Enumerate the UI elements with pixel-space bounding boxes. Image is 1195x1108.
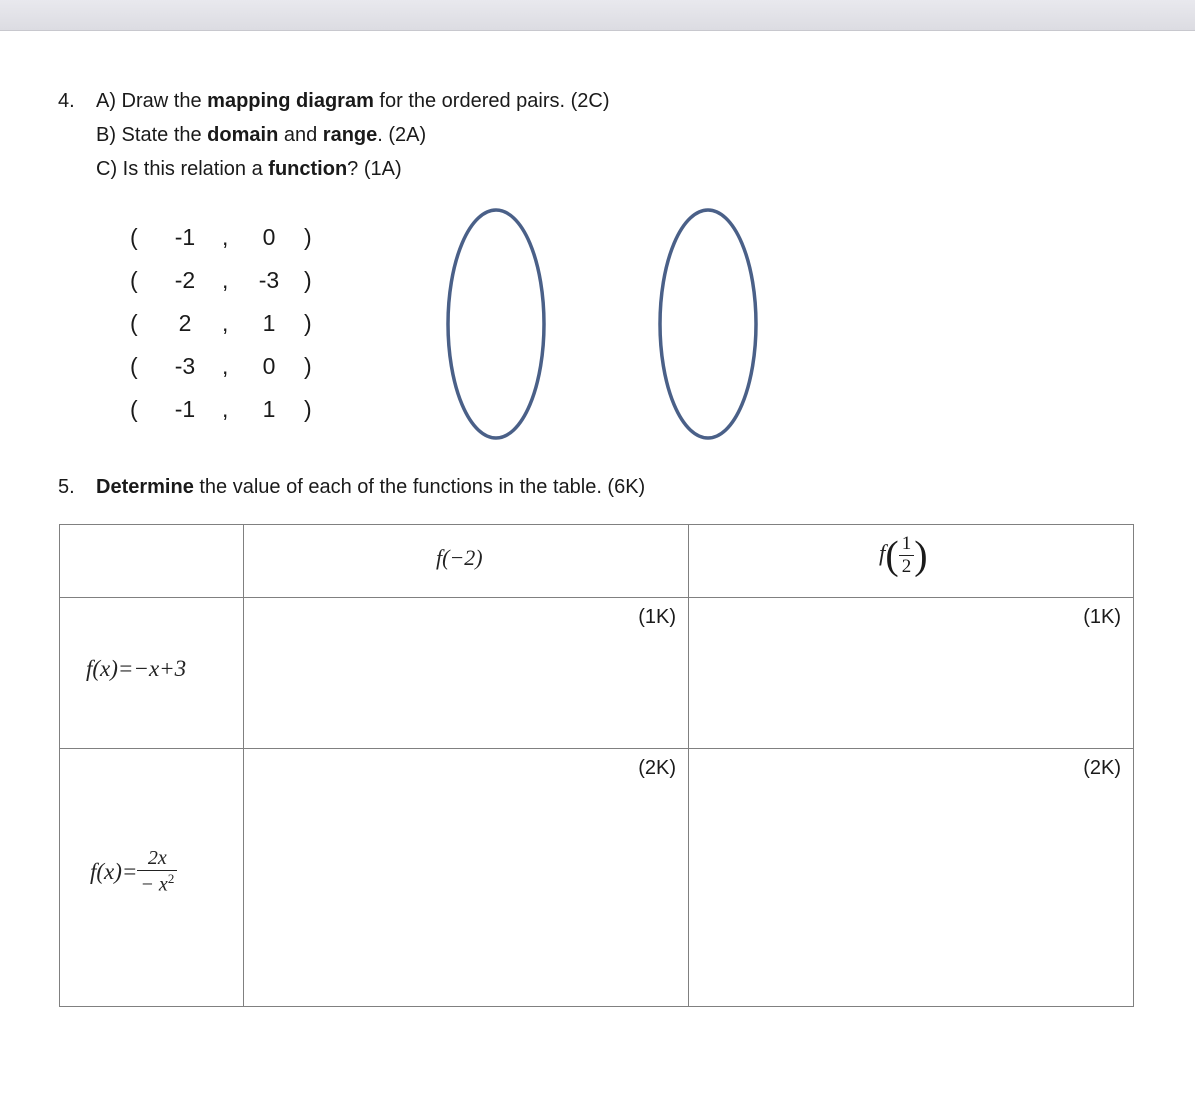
pair-y: 0 [262, 353, 276, 379]
pair-y: -3 [258, 267, 280, 293]
exponent: 2 [167, 871, 175, 886]
ordered-pair [128, 267, 328, 310]
question-5-text: Determine the value of each of the functions in the table. (6K) [96, 476, 646, 498]
header-f-neg2: f(−2) [436, 545, 483, 570]
marks-label: (2K) [1083, 757, 1121, 779]
frac-denominator: − x [140, 873, 168, 896]
close-paren: ) [304, 224, 312, 250]
question-4c: C) Is this relation a function? (1A) [96, 158, 402, 180]
table-row [60, 749, 1134, 1007]
pair-x: -1 [174, 396, 196, 422]
question-5-number: 5. [58, 476, 75, 498]
header-f-symbol: f [879, 540, 886, 566]
comma: , [222, 224, 229, 250]
close-paren: ) [304, 396, 312, 422]
open-paren: ( [130, 396, 138, 422]
comma: , [222, 396, 229, 422]
close-paren: ) [304, 310, 312, 336]
header-f-half: f( $\frac{1}{2}$ ) [879, 532, 928, 578]
comma: , [222, 267, 229, 293]
header-empty-cell [60, 525, 244, 598]
function-linear: f(x)=−x+3 [86, 656, 187, 681]
question-4-number: 4. [58, 90, 75, 112]
row2-answer-cell-2[interactable] [689, 749, 1134, 1007]
question-4b: B) State the domain and range. (2A) [96, 124, 427, 146]
row1-function-cell [60, 598, 244, 749]
pair-y: 1 [262, 310, 276, 336]
ordered-pairs-list [128, 224, 328, 439]
close-paren: ) [304, 267, 312, 293]
comma: , [222, 310, 229, 336]
marks-label: (2K) [638, 757, 676, 779]
frac-denominator: 2 [901, 556, 912, 577]
frac-numerator: 1 [899, 533, 915, 556]
header-cell-f-half [689, 525, 1134, 598]
frac-numerator: 2x [137, 847, 177, 871]
open-paren: ( [130, 224, 138, 250]
comma: , [222, 353, 229, 379]
question-4a: A) Draw the mapping diagram for the ordered pairs. (2C) [96, 90, 610, 112]
domain-oval [448, 210, 544, 438]
header-cell-f-neg2 [244, 525, 689, 598]
pair-x: -3 [174, 353, 196, 379]
pair-x: 2 [178, 310, 192, 336]
range-oval [660, 210, 756, 438]
open-paren: ( [130, 310, 138, 336]
row2-answer-cell-1[interactable] [244, 749, 689, 1007]
function-lhs: f(x)= [90, 858, 138, 884]
ordered-pair [128, 224, 328, 267]
mapping-diagram-ovals [430, 200, 780, 450]
table-header-row [60, 525, 1134, 598]
pair-x: -1 [174, 224, 196, 250]
function-rational [90, 847, 177, 897]
open-paren: ( [130, 353, 138, 379]
row2-function-cell [60, 749, 244, 1007]
ordered-pair [128, 310, 328, 353]
pair-x: -2 [174, 267, 196, 293]
ordered-pair [128, 396, 328, 439]
close-paren: ) [304, 353, 312, 379]
open-paren: ( [130, 267, 138, 293]
ordered-pair [128, 353, 328, 396]
row1-answer-cell-1[interactable] [244, 598, 689, 749]
pair-y: 0 [262, 224, 276, 250]
function-table [59, 524, 1134, 1007]
pair-y: 1 [262, 396, 276, 422]
marks-label: (1K) [1083, 606, 1121, 628]
marks-label: (1K) [638, 606, 676, 628]
row1-answer-cell-2[interactable] [689, 598, 1134, 749]
table-row [60, 598, 1134, 749]
window-top-bar [0, 0, 1195, 31]
